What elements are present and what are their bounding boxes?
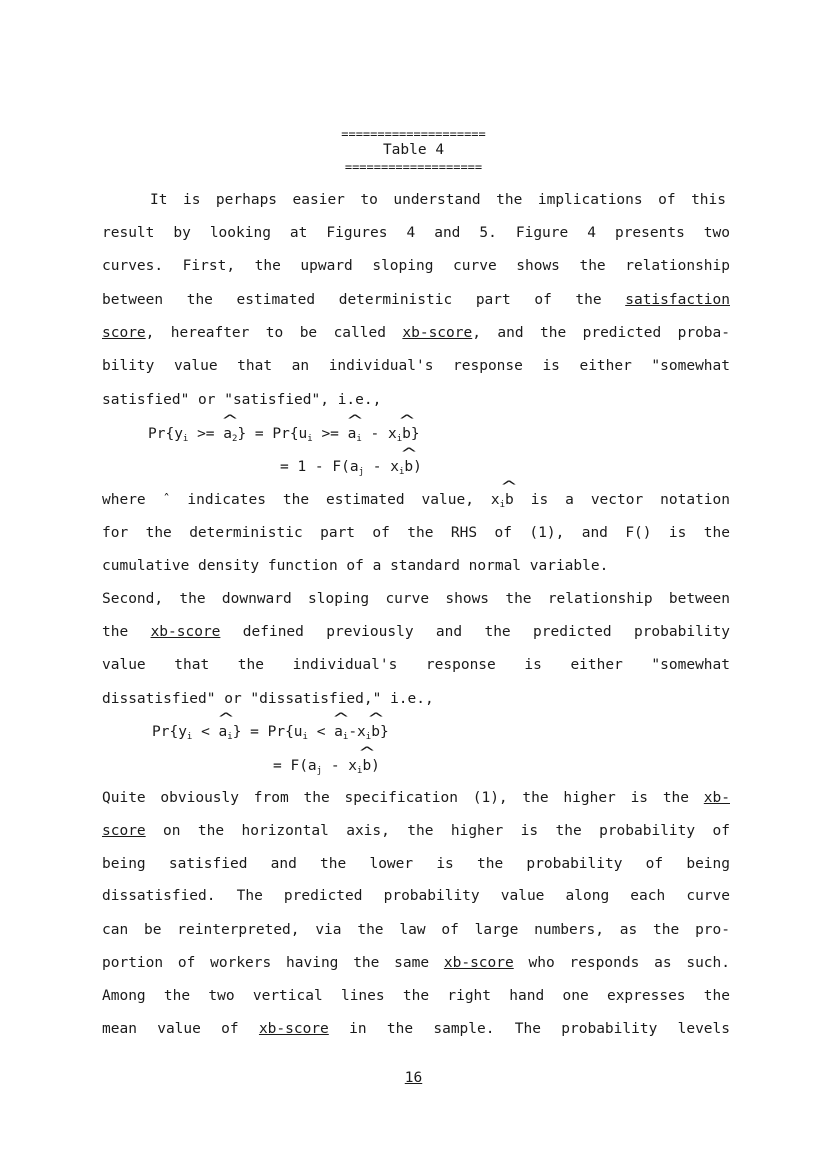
text-line: dissatisfied" or "dissatisfied," i.e., (102, 691, 434, 707)
text-line: portion of workers having the same xb-score who responds as such. (102, 955, 730, 971)
underlined-term: xb-score (443, 955, 514, 971)
text-line: It is perhaps easier to understand the implications of this (150, 192, 726, 208)
text-line: for the deterministic part of the RHS of (1), and F() is the (102, 525, 730, 541)
equation-2-line-2: = $F(a_j$ - $x_i\^{}$ b) (273, 756, 380, 781)
page-number: 16 (404, 1070, 423, 1086)
text-line: cumulative density function of a standard normal variable. (102, 558, 609, 574)
underlined-term: score (102, 325, 146, 341)
text-line: satisfied" or "satisfied", i.e., (102, 392, 382, 408)
text-line: bility value that an individual's response is either "somewhat (102, 358, 730, 374)
equation-1-line-2: = $1 - F(a_j$ - $x_i\^{}$ b) (280, 457, 422, 482)
text-line: result by looking at Figures 4 and 5. Figure 4 presents two (102, 225, 730, 241)
table-rule-top: ==================== (341, 127, 486, 141)
text-line: Quite obviously from the specification (1), the higher is the xb- (102, 790, 730, 806)
text-line: curves. First, the upward sloping curve shows the relationship (102, 258, 730, 274)
equation-1-line-1: $Pr\{y_i$ >= ^ $a_2\} = Pr\{u_i$ >= ^ $a_i$ - $x_i\^{}$ b} (148, 424, 420, 449)
underlined-term: xb- (703, 790, 730, 806)
text-line: Second, the downward sloping curve shows the relationship between (102, 591, 730, 607)
underlined-term: xb-score (402, 325, 473, 341)
text-line: can be reinterpreted, via the law of large numbers, as the pro- (102, 922, 730, 938)
underlined-term: satisfaction (625, 292, 730, 308)
text-line: where ˆ indicates the estimated value, $x_i\^{}$ b is a vector notation (102, 490, 730, 515)
text-line: the xb-score defined previously and the predicted probability (102, 624, 730, 640)
table-title: Table 4 (382, 142, 445, 158)
text-line: score, hereafter to be called xb-score, and the predicted proba- (102, 325, 730, 341)
text-line: Among the two vertical lines the right hand one expresses the (102, 988, 730, 1004)
text-line: dissatisfied. The predicted probability value along each curve (102, 888, 730, 904)
table-rule-bottom: =================== (344, 160, 483, 174)
underlined-term: xb-score (258, 1021, 329, 1037)
equation-2-line-1: $Pr\{y_i$ < ^ $a_i\} = Pr\{u_i$ < ^ $a_i-x_i\^{}$ b} (152, 722, 389, 747)
text-line: between the estimated deterministic part of the satisfaction (102, 292, 730, 308)
text-line: mean value of xb-score in the sample. The probability levels (102, 1021, 730, 1037)
text-line: being satisfied and the lower is the probability of being (102, 856, 730, 872)
underlined-term: score (102, 823, 146, 839)
text-line: score on the horizontal axis, the higher is the probability of (102, 823, 730, 839)
text-line: value that the individual's response is either "somewhat (102, 657, 730, 673)
underlined-term: xb-score (150, 624, 221, 640)
